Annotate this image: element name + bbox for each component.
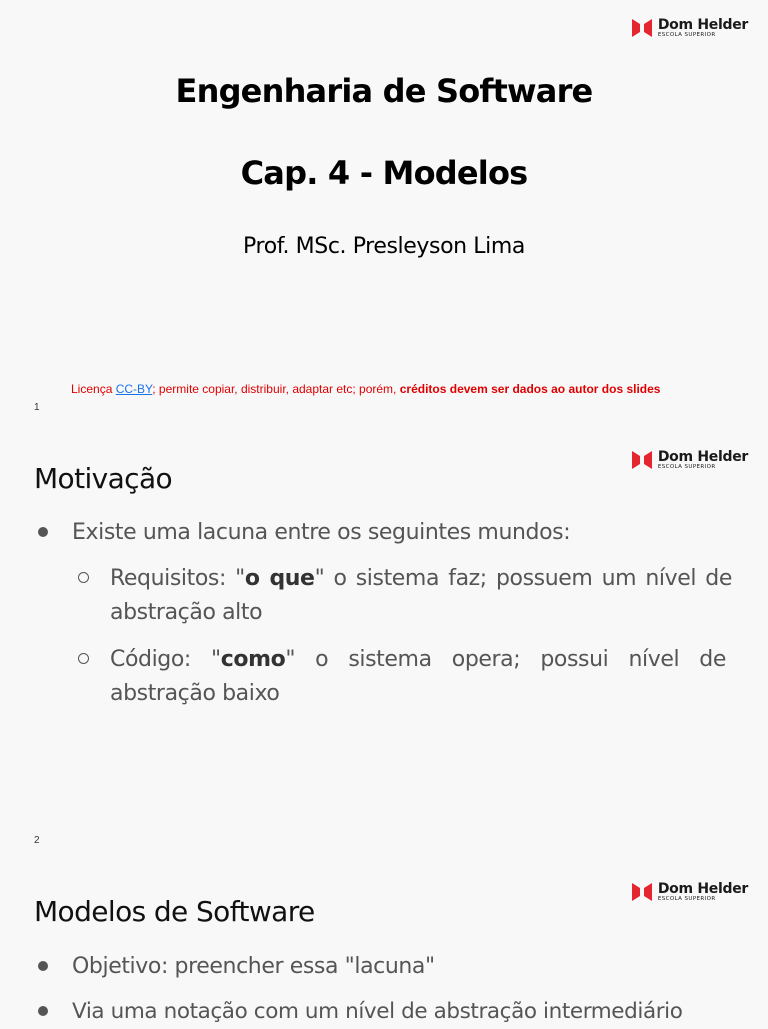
bullet-text: Existe uma lacuna entre os seguintes mundos: <box>72 520 571 545</box>
license-link[interactable]: CC-BY <box>115 382 153 396</box>
slide-1 <box>0 0 768 432</box>
logo-name: Dom Helder <box>657 449 748 465</box>
license-middle: ; permite copiar, distribuir, adaptar etc; porém, <box>152 382 400 396</box>
bullet-text: Objetivo: preencher essa "lacuna" <box>72 954 435 979</box>
list-item <box>78 562 732 630</box>
bullet-ring-icon <box>78 653 89 664</box>
requirements-rest: " o sistema faz; possuem um nível de abstração alto <box>110 566 732 625</box>
bullet-ring-icon <box>78 572 89 583</box>
logo-subtitle: ESCOLA SUPERIOR <box>657 896 716 902</box>
license-prefix: Licença <box>71 382 116 396</box>
bullet-text: Via uma notação com um nível de abstração intermediário <box>72 999 683 1024</box>
list-item <box>78 643 732 711</box>
dom-helder-logo-icon <box>632 18 652 38</box>
dom-helder-logo-icon <box>632 450 652 470</box>
slide-title: Modelos de Software <box>34 895 315 928</box>
requirements-label: Requisitos: " <box>110 566 245 591</box>
license-credits: créditos devem ser dados ao autor dos slides <box>399 382 661 396</box>
requirements-emphasis: o que <box>244 566 315 591</box>
dom-helder-logo-icon <box>632 882 652 902</box>
dom-helder-logo <box>632 18 748 39</box>
logo-name: Dom Helder <box>657 17 748 33</box>
page-number: 1 <box>34 402 40 413</box>
slide-2 <box>0 432 768 864</box>
code-label: Código: " <box>110 647 221 672</box>
logo-subtitle: ESCOLA SUPERIOR <box>657 464 716 470</box>
slide-title: Motivação <box>34 462 173 495</box>
bullet-text <box>110 643 726 711</box>
bullet-dot-icon <box>38 961 48 971</box>
slide-subtitle: Cap. 4 - Modelos <box>240 154 528 192</box>
dom-helder-logo <box>632 882 748 903</box>
bullet-dot-icon <box>38 527 48 537</box>
list-item <box>38 950 758 984</box>
logo-name: Dom Helder <box>657 881 748 897</box>
list-item <box>38 516 738 550</box>
page-number: 2 <box>34 835 40 846</box>
author-name: Prof. MSc. Presleyson Lima <box>243 234 525 259</box>
slide-3 <box>0 864 768 1024</box>
dom-helder-logo <box>632 450 748 471</box>
logo-subtitle: ESCOLA SUPERIOR <box>657 32 716 38</box>
bullet-dot-icon <box>38 1006 48 1016</box>
code-emphasis: como <box>220 647 286 672</box>
code-rest: " o sistema opera; possui nível de abstração baixo <box>110 647 726 706</box>
slide-title: Engenharia de Software <box>175 72 593 110</box>
license-note <box>71 382 660 396</box>
bullet-text <box>110 562 732 630</box>
